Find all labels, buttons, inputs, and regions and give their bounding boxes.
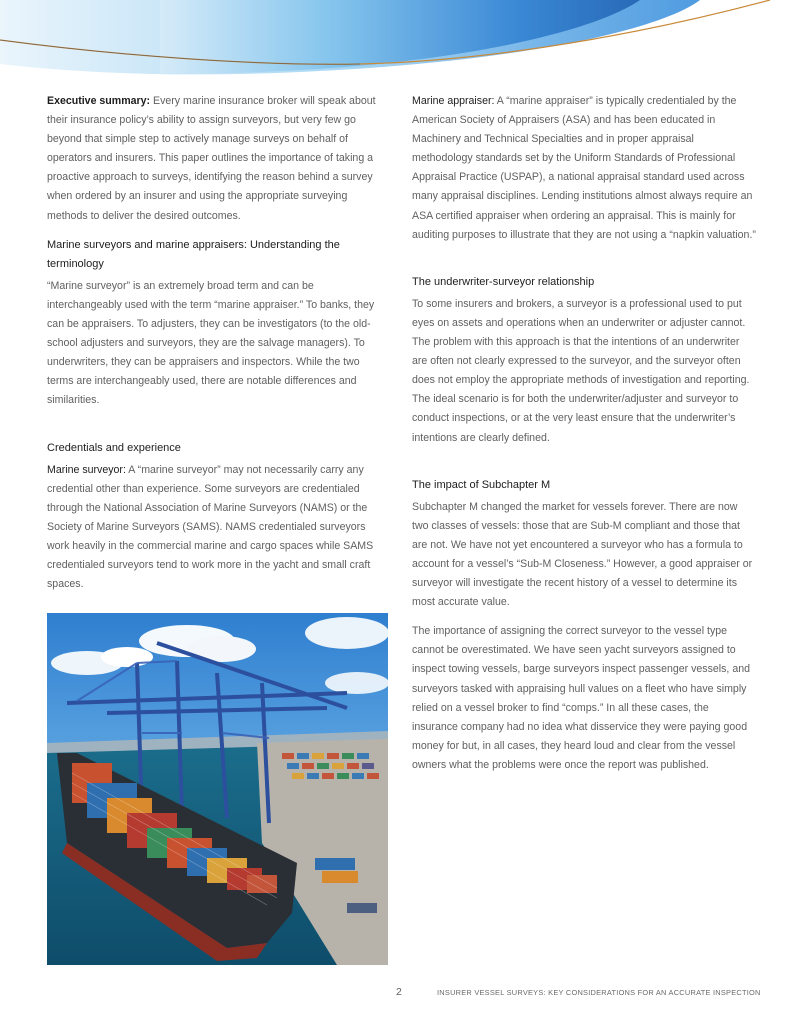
page-number: 2 <box>396 986 402 998</box>
terminology-paragraph: “Marine surveyor” is an extremely broad term and can be interchangeably used with the term “marine appraiser.” To banks, they can be appraisers. To adjusters, they can be investigators (to the old-school adjusters and surveyors, they are the salvage managers). To underwriters, they can be appraisers and inspectors. While the two terms are interchangeably used, there are notable differences and similarities. <box>47 279 375 407</box>
page-footer <box>0 986 800 1000</box>
container-ship-illustration <box>47 613 388 965</box>
relationship-heading: The underwriter-surveyor relationship <box>412 275 595 288</box>
credentials-heading: Credentials and experience <box>47 441 181 454</box>
right-column <box>412 92 756 775</box>
header-wave-graphic <box>0 0 800 80</box>
marine-appraiser-paragraph <box>412 92 756 245</box>
container-ship-photo <box>47 613 388 965</box>
running-title: INSURER VESSEL SURVEYS: KEY CONSIDERATIONS FOR AN ACCURATE INSPECTION <box>437 988 761 997</box>
marine-surveyor-lead: Marine surveyor: <box>47 463 126 476</box>
executive-summary-lead: Executive summary: <box>47 95 151 107</box>
subchapter-m-paragraph-1: Subchapter M changed the market for vessels forever. There are now two classes of vessels: those that are Sub-M compliant and those that are not. We have not yet encountered a surveyor who has a formula to account for a vessel’s “Sub-M Closeness.” However, a good appraiser or surveyor will investigate the recent history of a vessel to determine its most accurate value. <box>412 500 753 609</box>
marine-surveyor-paragraph <box>47 461 389 595</box>
marine-surveyor-text: A “marine surveyor” may not necessarily carry any credential other than experience. Some surveyors are credentialed through the National Association of Marine Surveyors (NAMS) or the Society of Marine Surveyors (SAMS). NAMS credentialed surveyors work heavily in the commercial marine and cargo spaces while SAMS credentialed surveyors tend to work more in the yacht and small craft spaces. <box>47 463 374 591</box>
terminology-heading: Marine surveyors and marine appraisers: Understanding the terminology <box>47 238 340 270</box>
left-column <box>47 92 389 594</box>
marine-appraiser-lead: Marine appraiser: <box>412 95 495 107</box>
marine-appraiser-text: A “marine appraiser” is typically credentialed by the American Society of Appraisers (ASA) and has been educated in Machinery and Technical Specialties and in proper appraisal methodology standards set by the Uniform Standards of Professional Appraisal Practice (USPAP), a national appraisal standard used across many appraisal disciplines. Lending institutions almost always require an ASA certified appraiser when ordering an appraisal. This is mainly for auditing purposes to illustrate that they are not using a “napkin valuation.” <box>412 95 756 241</box>
subchapter-m-heading: The impact of Subchapter M <box>412 478 551 491</box>
executive-summary-paragraph <box>47 92 389 226</box>
subchapter-m-paragraph-2: The importance of assigning the correct surveyor to the vessel type cannot be overestimated. We have seen yacht surveyors assigned to inspect towing vessels, barge surveyors inspect passenger vessels, and surveyors tasked with appraising hull values on a fleet who have simply relied on a vessel broker to find “comps.” In all these cases, the insurance company had no idea what disservice they were paying good money for but, in all cases, they heard loud and clear from the vessel owners what the problems were once the report was published. <box>412 625 750 771</box>
executive-summary-text: Every marine insurance broker will speak about their insurance policy’s ability to assign surveyors, but very few go beyond that simple step to actively manage surveys on behalf of operators and insurers. This paper outlines the importance of taking a proactive approach to surveys, identifying the reason behind a survey when ordered by an insurer and using the appropriate surveying methods to deliver the desired outcomes. <box>47 95 376 222</box>
header-decorative-band <box>0 0 800 80</box>
relationship-paragraph: To some insurers and brokers, a surveyor is a professional used to put eyes on assets and operations when an underwriter or adjuster cannot. The problem with this approach is that the intentions of an underwriter are often not clearly expressed to the surveyor, and the surveyor often does not employ the appropriate methods of investigation and reporting. The ideal scenario is for both the underwriter/adjuster and surveyor to conduct inspections, or at the very least ensure that the underwriter’s intentions are clearly defined. <box>412 297 750 444</box>
